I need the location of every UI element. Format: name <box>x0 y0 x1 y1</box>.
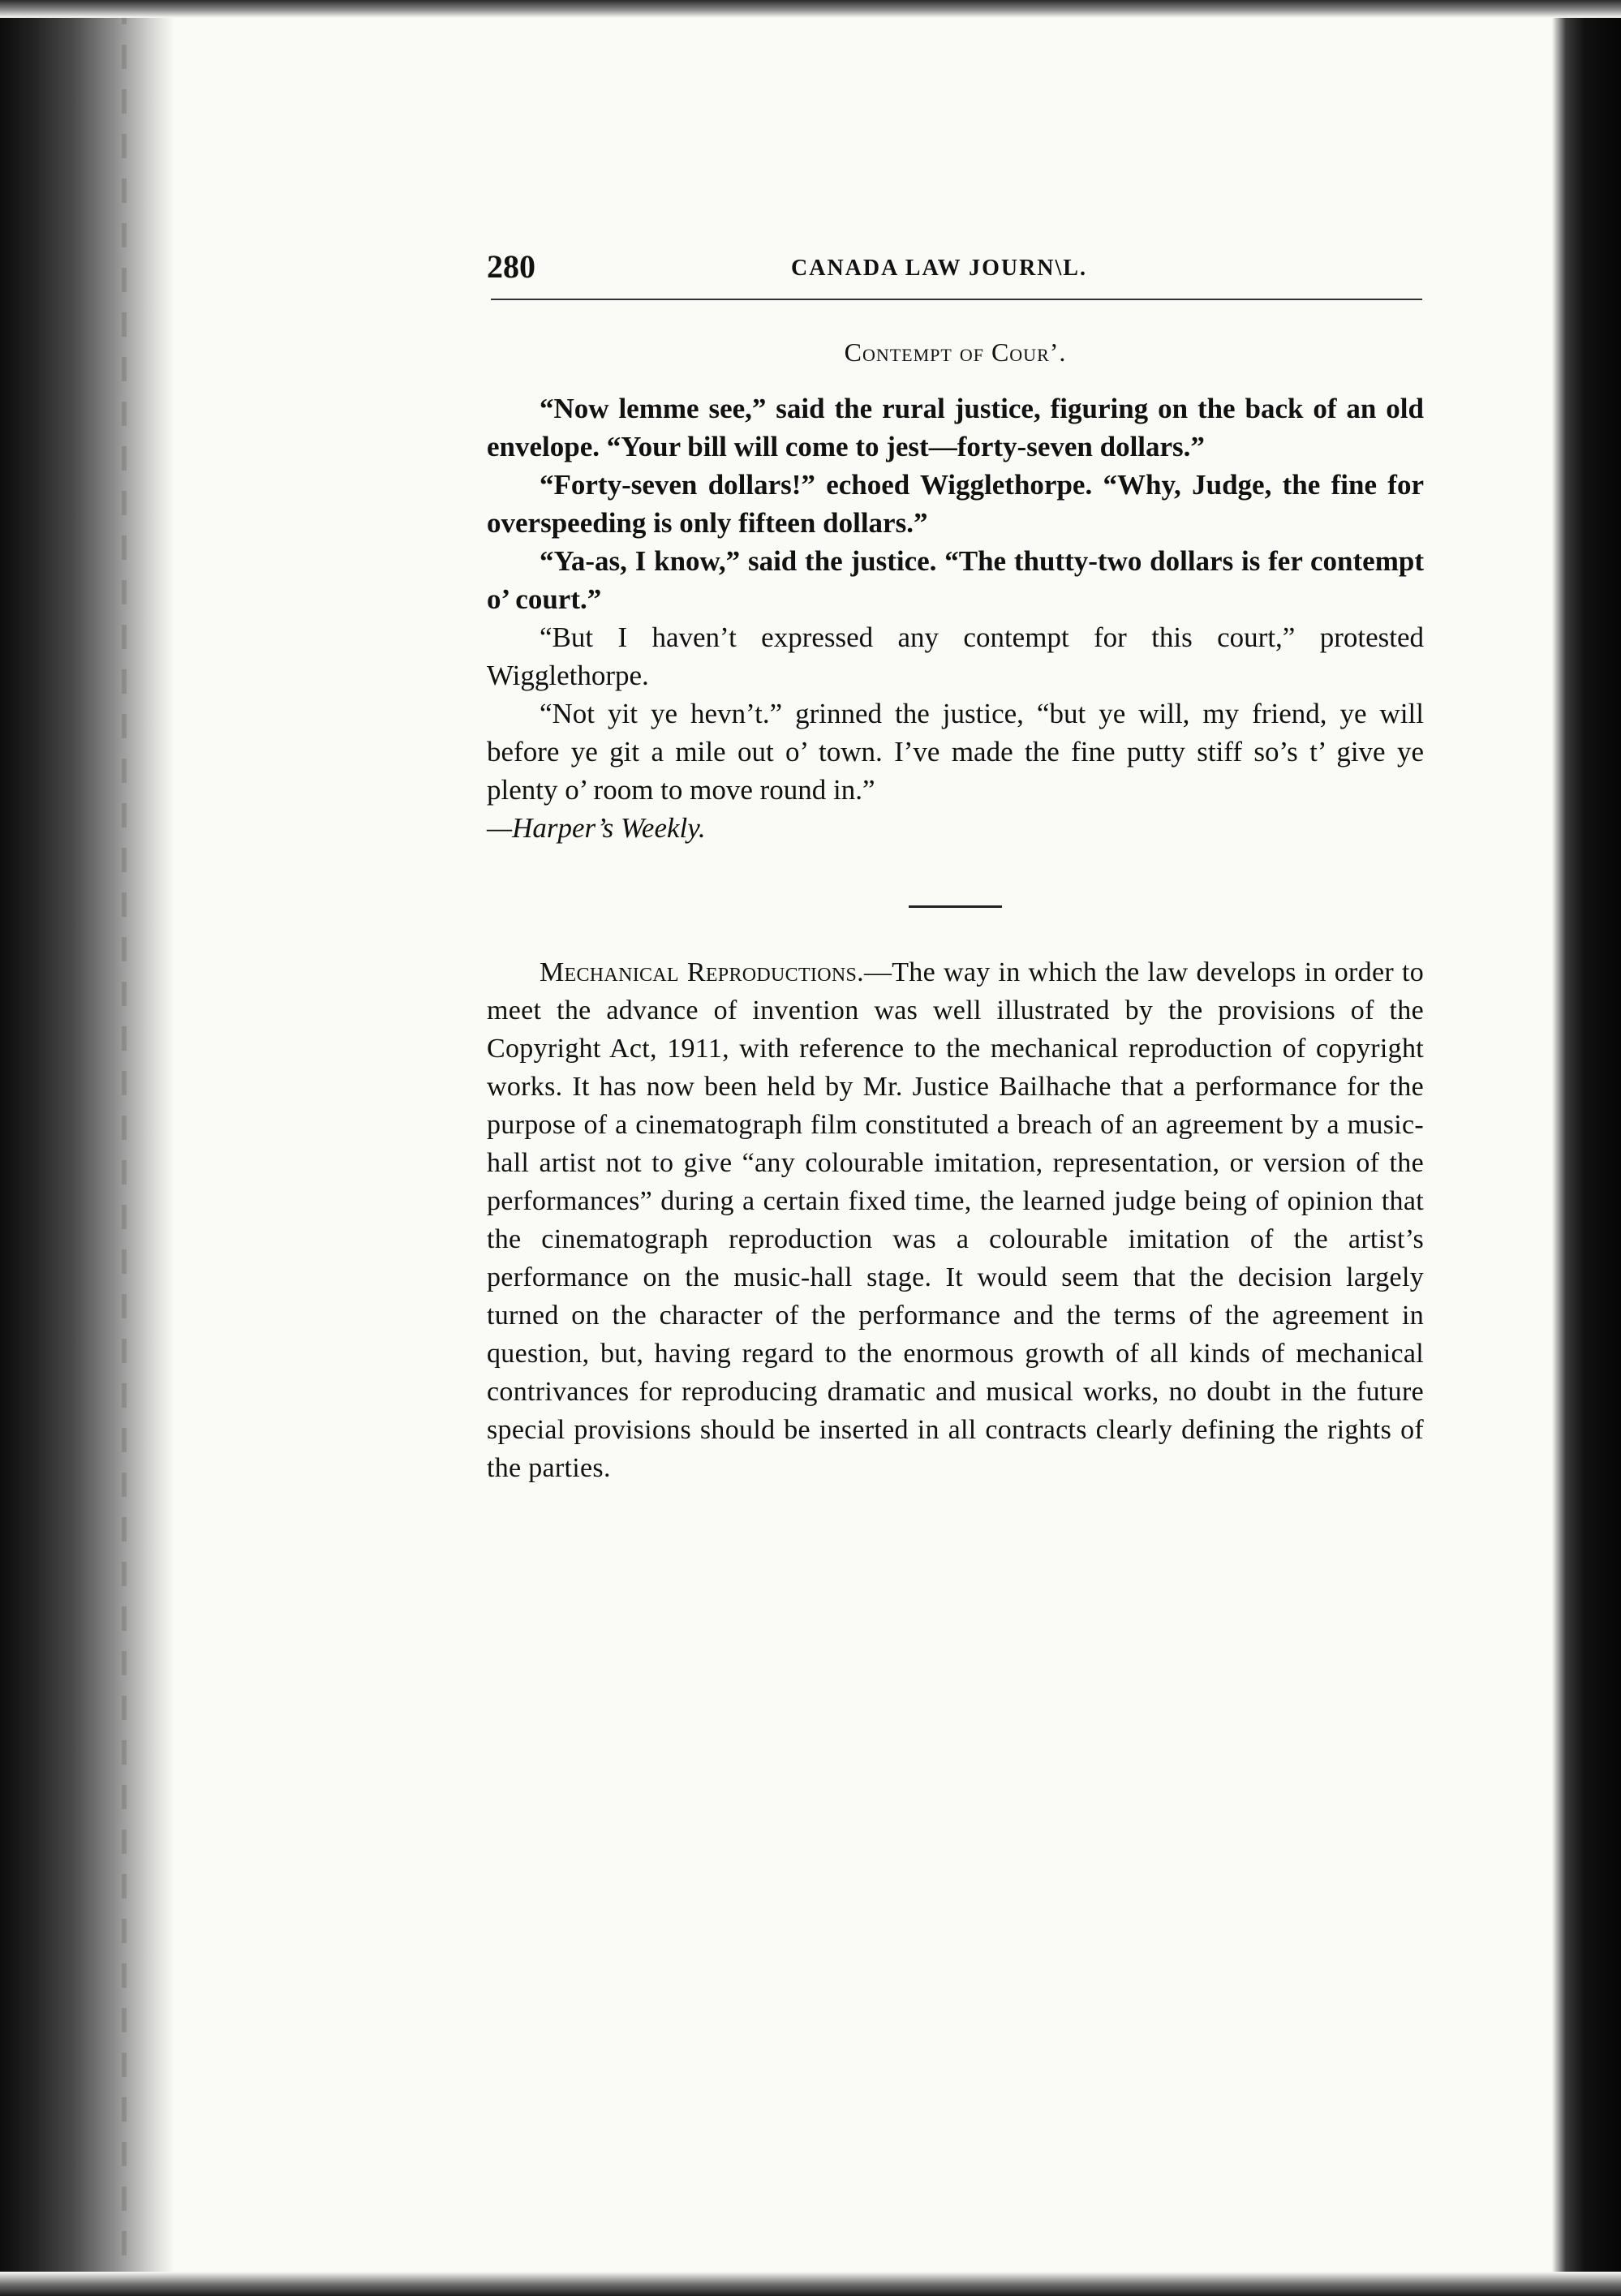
attribution: —Harper’s Weekly. <box>487 812 706 844</box>
article-paragraph <box>487 953 1424 1487</box>
page-body <box>487 333 1424 1487</box>
article-lead: Mechanical Reproductions. <box>540 957 864 987</box>
header-rule <box>491 299 1422 300</box>
dialogue-paragraph: “Ya-as, I know,” said the justice. “The thutty-two dollars is fer contempt o’ court.” <box>487 545 1424 615</box>
scan-left-border <box>0 0 174 2296</box>
section-separator <box>909 905 1002 908</box>
page-number: 280 <box>487 248 535 285</box>
scan-right-border <box>1552 0 1621 2296</box>
scan-bottom-border <box>0 2272 1621 2296</box>
dialogue-paragraph: “But I haven’t expressed any contempt for this court,” protested Wigglethorpe. <box>487 621 1424 691</box>
article-body: —The way in which the law develops in order to meet the advance of invention was well illustrated by the provisions of the Copyright Act, 1911, with reference to the mechanical reproduction of copyright works. It has now been held by Mr. Justice Bailhache that a performance for the purpose of a cinematograph film constituted a breach of an agreement by a music-hall artist not to give “any colourable imitation, representation, or version of the performances” during a certain fixed time, the learned judge being of opinion that the cinematograph reproduction was a colourable imitation of the artist’s performance on the music-hall stage. It would seem that the decision largely turned on the character of the performance and the terms of the agreement in question, but, having regard to the enormous growth of all kinds of mechanical contrivances for reproducing dramatic and musical works, no doubt in the future special provisions should be inserted in all contracts clearly defining the rights of the parties. <box>487 957 1424 1483</box>
page-header <box>487 247 1420 296</box>
dialogue-paragraph: “Not yit ye hevn’t.” grinned the justice, “but ye will, my friend, ye will before ye git a mile out o’ town. I’ve made the fine putty stiff so’s t’ give ye plenty o’ room to move round in.” <box>487 698 1424 806</box>
scan-top-border <box>0 0 1621 18</box>
article-title: Contempt of Cour’. <box>844 338 1067 367</box>
dialogue-paragraph: “Forty-seven dollars!” echoed Wigglethorpe. “Why, Judge, the fine for overspeeding is only fifteen dollars.” <box>487 469 1424 539</box>
running-head: CANADA LAW JOURN\L. <box>791 256 1087 281</box>
dialogue-paragraph: “Now lemme see,” said the rural justice, figuring on the back of an old envelope. “Your bill will come to jest—forty-seven dollars.” <box>487 393 1424 462</box>
